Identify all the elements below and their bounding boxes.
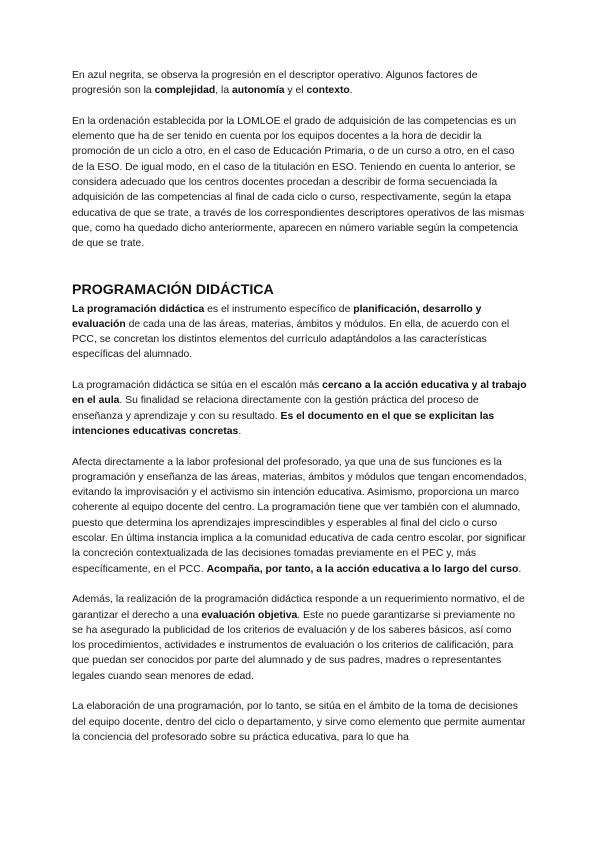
section-paragraph-2: La programación didáctica se sitúa en el escalón más cercano a la acción educativa y al trabajo en el aula. Su finalidad se relaciona directamente con la gestión práctica del proceso de enseñanza y aprendizaje y con su resultado. Es el documento en el que se explicitan las intenciones educativas concretas. [72, 380, 527, 437]
intro-paragraph-1: En azul negrita, se observa la progresión en el descriptor operativo. Algunos factores de progresión son la complejidad, la autonomía y el contexto. [72, 70, 478, 97]
section-title: PROGRAMACIÓN DIDÁCTICA [72, 281, 274, 298]
section-paragraph-5: La elaboración de una programación, por lo tanto, se sitúa en el ámbito de la toma de decisiones del equipo docente, dentro del ciclo o departamento, y sirve como elemento que permite aumentar la conciencia del profesorado sobre su práctica educativa, para lo que ha [72, 701, 526, 743]
section-paragraph-4: Además, la realización de la programación didáctica responde a un requerimiento normativo, el de garantizar el derecho a una evaluación objetiva. Este no puede garantizarse si previamente no se ha asegurado la publicidad de los criterios de evaluación y de los saberes básicos, así como los procedimientos, actividades e instrumentos de evaluación o los criterios de calificación, para que puedan ser conocidos por parte del alumnado y de sus padres, madres o representantes legales cuando sean menores de edad. [72, 594, 525, 682]
section-paragraph-1: La programación didáctica es el instrumento específico de planificación, desarrollo y evaluación de cada una de las áreas, materias, ámbitos y módulos. En ella, de acuerdo con el PCC, se concretan los distintos elementos del currículo adaptándolos a las características específicas del alumnado. [72, 303, 510, 361]
intro-paragraph-2: En la ordenación establecida por la LOMLOE el grado de adquisición de las competencias es un elemento que ha de ser tenido en cuenta por los equipos docentes a la hora de decidir la promoción de un ciclo a otro, en el caso de Educación Primaria, o de un curso a otro, en el caso de la ESO. De igual modo, en el caso de la titulación en ESO. Teniendo en cuenta lo anterior, se considera adecuado que los centros docentes procedan a describir de forma secuenciada la adquisición de las competencias al final de cada ciclo o curso, respectivamente, según la etapa educativa de que se trate, a través de los correspondientes descriptores operativos de las mismas que, como ha quedado dicho anteriormente, aparecen en número variable según la competencia de que se trate. [72, 115, 525, 250]
section-paragraph-3: Afecta directamente a la labor profesional del profesorado, ya que una de sus funciones es la programación y enseñanza de las áreas, materias, ámbitos y módulos que tengan encomendados, evitando la improvisación y el activismo sin intención educativa. Asimismo, proporciona un marco coherente al equipo docente del centro. La programación tiene que ver también con el alumnado, puesto que determina los aprendizajes imprescindibles y esperables al final del ciclo o curso escolar. En última instancia implica a la comunidad educativa de cada centro escolar, por significar la concreción contextualizada de las decisiones tomadas previamente en el PEC y, más específicamente, en el PCC. Acompaña, por tanto, a la acción educativa a lo largo del curso. [72, 456, 527, 575]
page-content [72, 68, 527, 760]
